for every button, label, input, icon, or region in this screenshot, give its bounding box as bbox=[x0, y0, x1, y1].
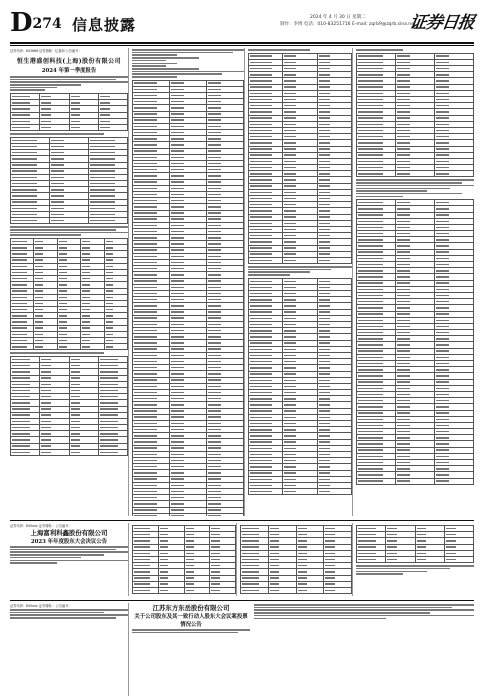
bottom-notice-2 bbox=[10, 600, 474, 696]
stock-code-line: 证券代码：603666 证券简称：亿嘉和 公告编号： bbox=[10, 49, 82, 53]
newspaper-logo: 证券日报 bbox=[408, 13, 476, 33]
text-line bbox=[132, 65, 166, 67]
text-line bbox=[10, 84, 81, 86]
text-line bbox=[254, 607, 452, 609]
text-line bbox=[132, 71, 244, 73]
text-line bbox=[10, 554, 104, 556]
bottom-notice-1-col3 bbox=[240, 523, 353, 596]
column-1 bbox=[10, 48, 129, 516]
text-line bbox=[356, 185, 474, 187]
text-line bbox=[356, 49, 403, 51]
bottom-notice-1-text bbox=[10, 523, 129, 596]
page-code bbox=[10, 8, 62, 38]
text-line bbox=[132, 57, 199, 59]
section-title: 信息披露 bbox=[72, 16, 137, 34]
company-name: 恒生港盛创科技(上海)股份有限公司 bbox=[16, 58, 122, 65]
issue-date: 2024 年 4 月 30 日 星期二 bbox=[310, 15, 366, 20]
balance-sheet-table bbox=[248, 53, 352, 264]
text-line bbox=[248, 274, 290, 276]
page-number: 274 bbox=[32, 16, 62, 32]
text-line bbox=[10, 232, 128, 234]
data-table bbox=[10, 356, 128, 456]
text-line bbox=[132, 68, 199, 70]
stock-code-line: 证券代码：600xxx 证券简称： 公告编号： bbox=[10, 524, 72, 528]
text-line bbox=[10, 229, 116, 231]
data-table bbox=[10, 238, 128, 350]
text-line bbox=[248, 49, 310, 51]
text-line bbox=[356, 190, 427, 192]
text-line bbox=[356, 179, 474, 181]
text-line bbox=[10, 226, 128, 228]
text-line bbox=[132, 632, 238, 634]
text-line bbox=[356, 196, 403, 198]
bottom-notice-1-col4 bbox=[356, 523, 474, 596]
text-line bbox=[10, 551, 128, 553]
text-line bbox=[356, 565, 474, 567]
cash-flow-table-2 bbox=[356, 199, 474, 485]
text-line bbox=[10, 617, 116, 619]
text-line bbox=[356, 573, 403, 575]
text-line bbox=[132, 63, 177, 65]
text-line bbox=[10, 557, 81, 559]
bottom-notice-2-body bbox=[254, 603, 474, 696]
text-line bbox=[10, 562, 57, 564]
column-4 bbox=[356, 48, 474, 516]
text-line bbox=[132, 629, 250, 631]
cash-flow-table bbox=[356, 53, 474, 178]
text-line bbox=[356, 193, 462, 195]
text-line bbox=[132, 76, 177, 78]
text-line bbox=[10, 560, 128, 562]
text-line bbox=[254, 615, 474, 617]
text-line bbox=[10, 549, 116, 551]
text-line bbox=[132, 73, 222, 75]
text-line bbox=[10, 87, 57, 89]
financial-table bbox=[132, 80, 244, 516]
text-line bbox=[248, 269, 331, 271]
text-line bbox=[356, 182, 462, 184]
text-line bbox=[132, 49, 244, 51]
column-3 bbox=[248, 48, 353, 516]
text-line bbox=[10, 234, 81, 236]
voting-table bbox=[132, 525, 236, 594]
text-line bbox=[254, 609, 474, 611]
text-line bbox=[10, 614, 128, 616]
text-line bbox=[132, 54, 177, 56]
text-line bbox=[10, 352, 104, 354]
page-letter: D bbox=[10, 8, 32, 38]
bottom-notice-1-col2 bbox=[132, 523, 237, 596]
text-line bbox=[356, 568, 450, 570]
text-line bbox=[10, 76, 128, 78]
report-title: 2023 年年度股东大会决议公告 bbox=[30, 539, 108, 545]
company-name: 江苏东方东岳股份有限公司 bbox=[152, 604, 230, 612]
text-line bbox=[356, 571, 427, 573]
masthead-rule-thin bbox=[10, 45, 474, 46]
text-line bbox=[10, 133, 104, 135]
data-table bbox=[10, 93, 128, 131]
bottom-notice-2-title bbox=[132, 603, 250, 696]
report-title: 关于公司股东及其一致行动人股东大会议案投票情况公告 bbox=[134, 614, 248, 628]
stock-code-line: 证券代码：600xxx 证券简称： 公告编号： bbox=[10, 604, 72, 608]
bottom-notice-1 bbox=[10, 520, 474, 596]
text-line bbox=[132, 52, 233, 54]
masthead-rule bbox=[10, 42, 474, 44]
text-line bbox=[10, 546, 128, 548]
report-title: 2024 年第一季度报告 bbox=[41, 68, 97, 74]
masthead bbox=[10, 8, 474, 40]
text-line bbox=[10, 89, 45, 91]
text-line bbox=[248, 271, 310, 273]
text-line bbox=[356, 188, 450, 190]
text-line bbox=[10, 612, 104, 614]
text-line bbox=[254, 618, 386, 620]
bottom-notice-2-meta bbox=[10, 603, 129, 696]
company-name: 上海富利科鑫股份有限公司 bbox=[30, 529, 108, 537]
data-table bbox=[10, 137, 128, 225]
text-line bbox=[254, 612, 430, 614]
text-line bbox=[132, 60, 166, 62]
text-line bbox=[10, 81, 128, 83]
voting-table bbox=[356, 525, 474, 563]
text-line bbox=[10, 79, 116, 81]
income-statement-table bbox=[248, 278, 352, 496]
text-line bbox=[10, 609, 128, 611]
editor-contact: 制作：李博 电话：010-83251716 E-mail: zqrb9@zqrb.sina.net bbox=[280, 22, 416, 27]
voting-table bbox=[240, 525, 352, 594]
text-line bbox=[254, 604, 474, 606]
text-line bbox=[248, 266, 352, 268]
column-2 bbox=[132, 48, 245, 516]
